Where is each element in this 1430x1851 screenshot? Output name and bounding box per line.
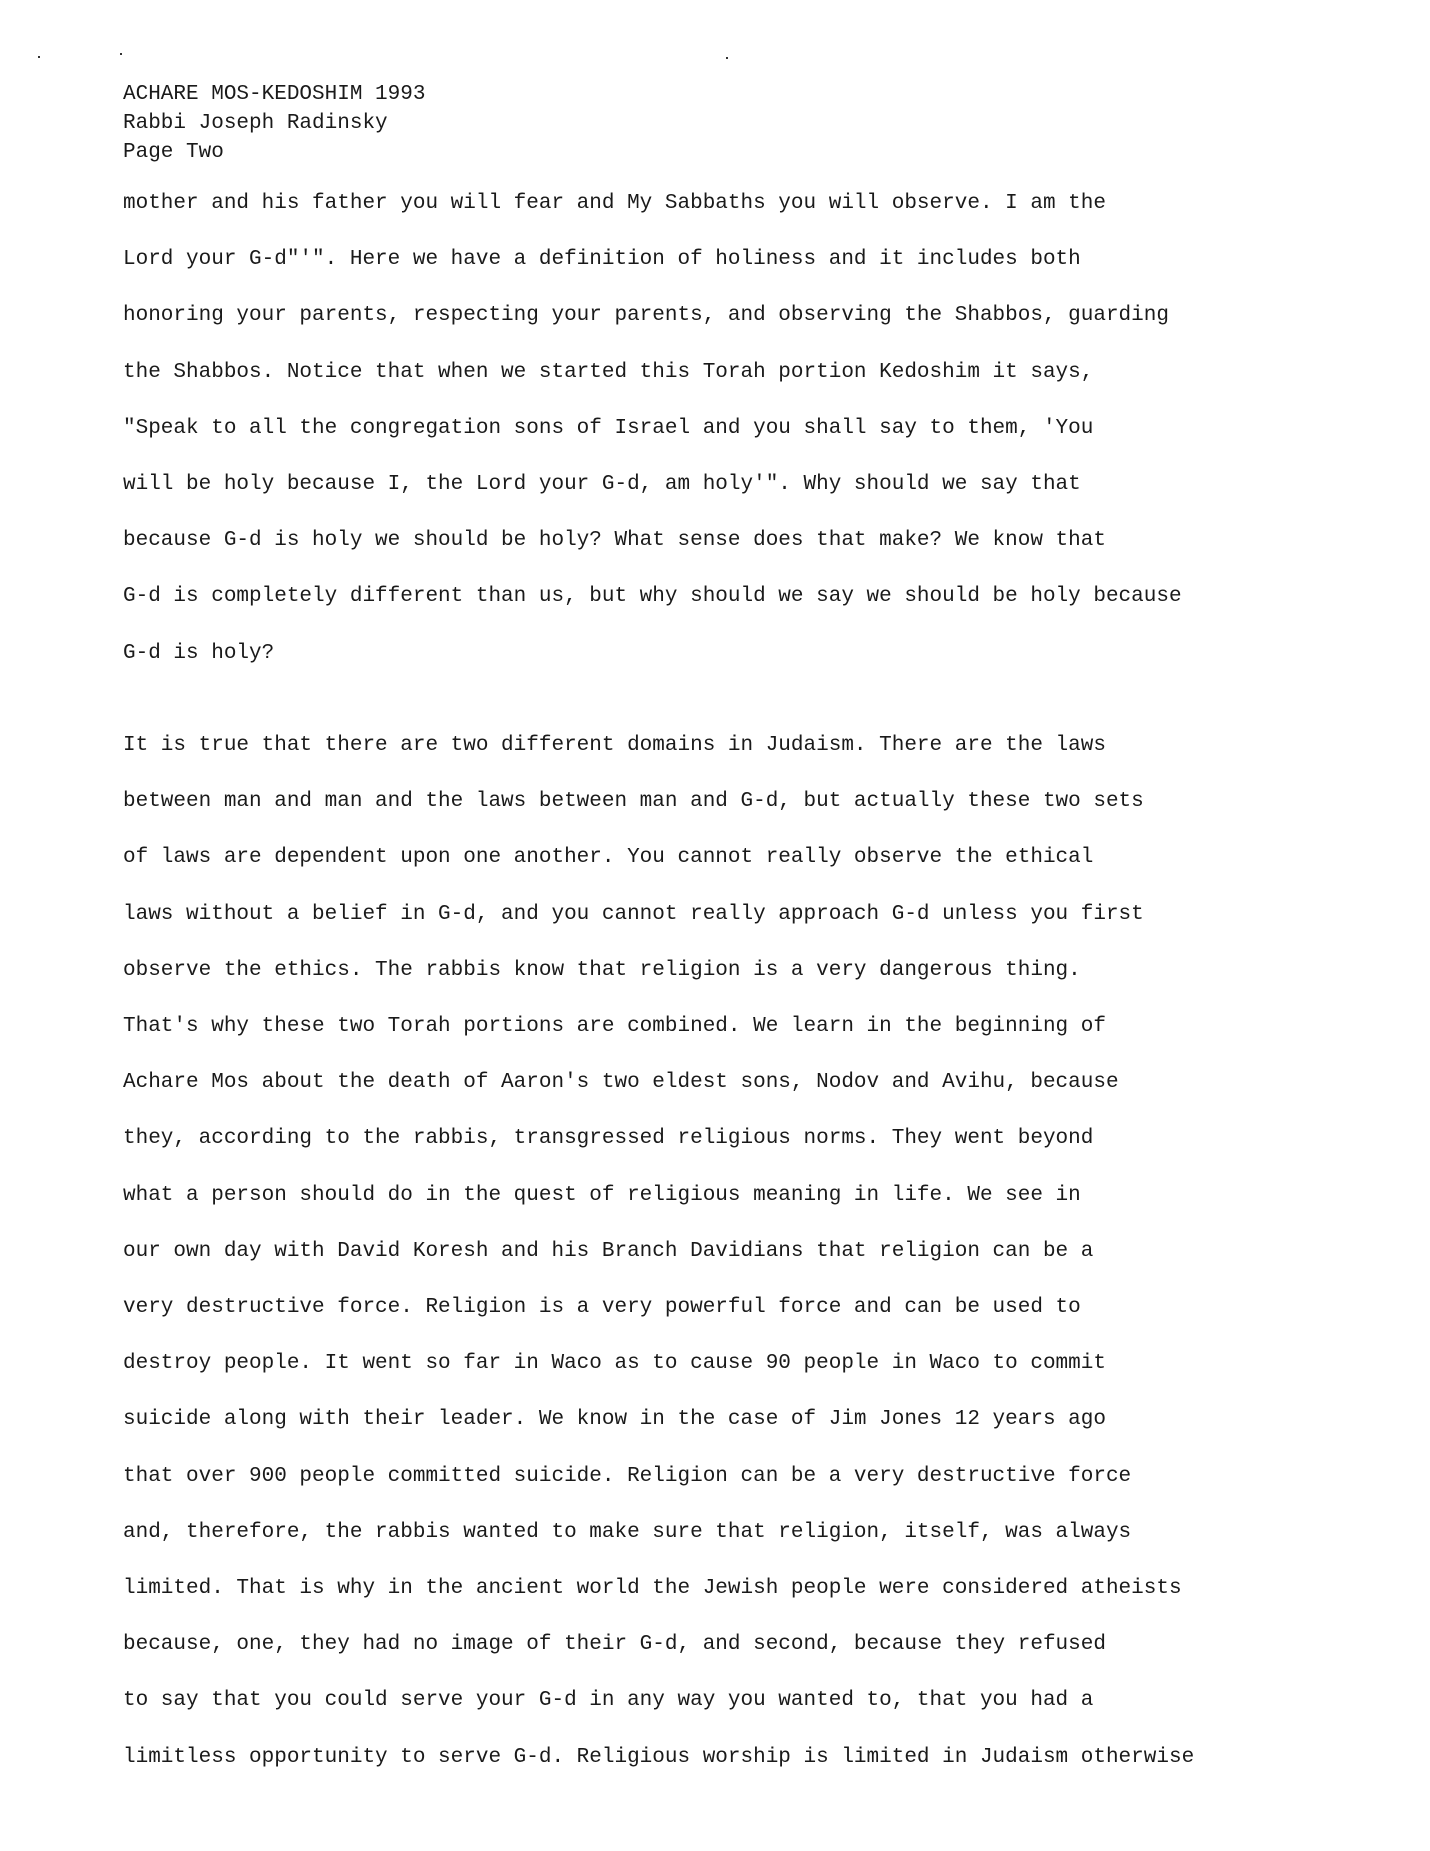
- text-line: limitless opportunity to serve G-d. Religious worship is limited in Judaism otherwise: [123, 1745, 1195, 1769]
- text-line: of laws are dependent upon one another. You cannot really observe the ethical: [123, 846, 1094, 870]
- text-line: destroy people. It went so far in Waco as to cause 90 people in Waco to commit: [123, 1352, 1106, 1376]
- text-line: suicide along with their leader. We know in the case of Jim Jones 12 years ago: [123, 1408, 1106, 1432]
- text-line: our own day with David Koresh and his Branch Davidians that religion can be a: [123, 1239, 1094, 1263]
- scan-speck: [726, 57, 728, 59]
- text-line: G-d is completely different than us, but why should we say we should be holy because: [123, 585, 1182, 609]
- text-line: and, therefore, the rabbis wanted to make sure that religion, itself, was always: [123, 1520, 1132, 1544]
- page-label: Page Two: [123, 141, 224, 164]
- text-line: the Shabbos. Notice that when we started this Torah portion Kedoshim it says,: [123, 360, 1094, 384]
- text-line: Lord your G-d"'". Here we have a definition of holiness and it includes both: [123, 248, 1081, 272]
- text-line: honoring your parents, respecting your parents, and observing the Shabbos, guarding: [123, 304, 1169, 328]
- text-line: because G-d is holy we should be holy? What sense does that make? We know that: [123, 529, 1106, 553]
- text-line: will be holy because I, the Lord your G-d, am holy'". Why should we say that: [123, 473, 1081, 497]
- text-line: to say that you could serve your G-d in any way you wanted to, that you had a: [123, 1689, 1094, 1713]
- text-line: "Speak to all the congregation sons of Israel and you shall say to them, 'You: [123, 416, 1094, 440]
- paragraph-1: [123, 176, 1182, 682]
- text-line: between man and man and the laws between man and G-d, but actually these two sets: [123, 790, 1144, 814]
- text-line: what a person should do in the quest of religious meaning in life. We see in: [123, 1183, 1081, 1207]
- text-line: G-d is holy?: [123, 641, 275, 665]
- paragraph-2: [123, 718, 1194, 1786]
- document-author: Rabbi Joseph Radinsky: [123, 112, 388, 135]
- scan-speck: [38, 56, 40, 58]
- text-line: Achare Mos about the death of Aaron's two eldest sons, Nodov and Avihu, because: [123, 1071, 1119, 1095]
- text-line: limited. That is why in the ancient world the Jewish people were considered atheists: [123, 1577, 1182, 1601]
- text-line: they, according to the rabbis, transgressed religious norms. They went beyond: [123, 1127, 1094, 1151]
- text-line: mother and his father you will fear and My Sabbaths you will observe. I am the: [123, 192, 1106, 215]
- text-line: because, one, they had no image of their G-d, and second, because they refused: [123, 1633, 1106, 1657]
- text-line: That's why these two Torah portions are combined. We learn in the beginning of: [123, 1015, 1106, 1039]
- document-title: ACHARE MOS-KEDOSHIM 1993: [123, 83, 426, 106]
- text-line: observe the ethics. The rabbis know that religion is a very dangerous thing.: [123, 958, 1081, 982]
- text-line: very destructive force. Religion is a very powerful force and can be used to: [123, 1296, 1081, 1320]
- scan-speck: [120, 53, 122, 55]
- text-line: that over 900 people committed suicide. Religion can be a very destructive force: [123, 1464, 1132, 1488]
- text-line: It is true that there are two different domains in Judaism. There are the laws: [123, 734, 1106, 757]
- text-line: laws without a belief in G-d, and you cannot really approach G-d unless you first: [123, 902, 1144, 926]
- document-header: [123, 80, 425, 167]
